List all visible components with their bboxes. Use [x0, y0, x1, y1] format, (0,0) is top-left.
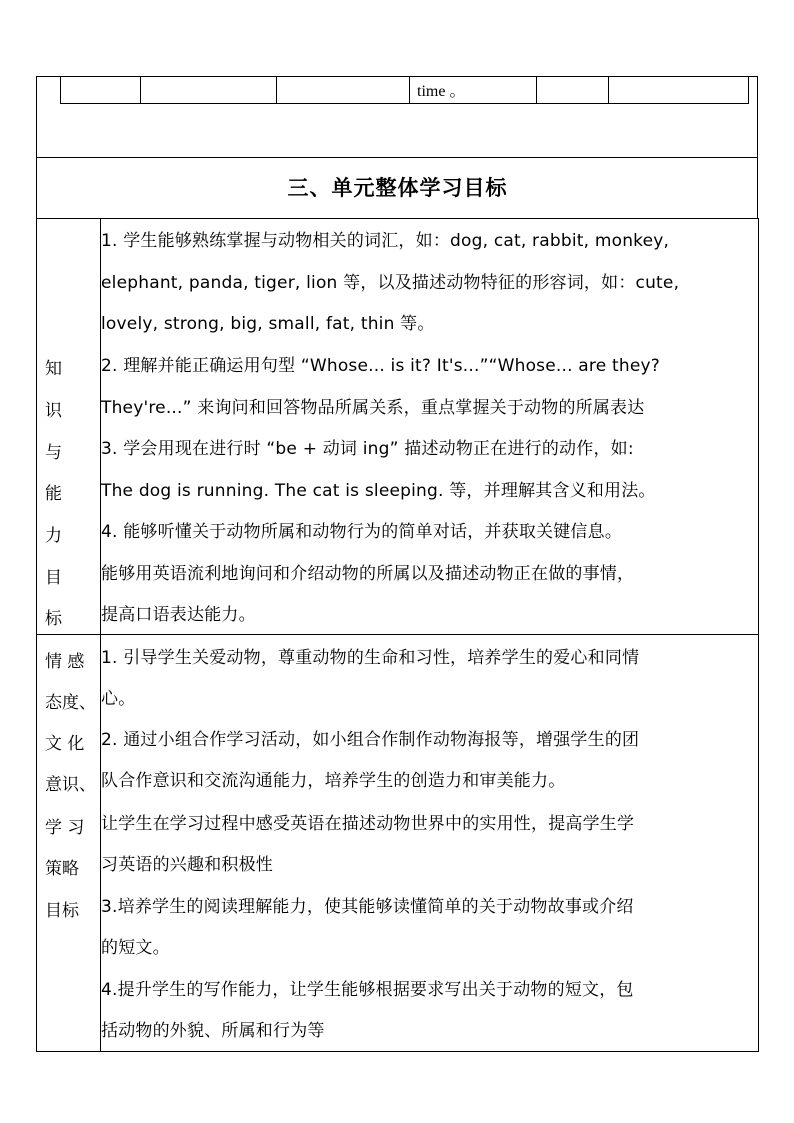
inner-table-divider-2: [276, 76, 277, 104]
emotion-line: 队合作意识和交流沟通能力，培养学生的创造力和审美能力。: [101, 771, 566, 791]
inner-table-bottom: [60, 103, 749, 104]
inner-table-divider-5: [608, 76, 609, 104]
row-divider: [36, 634, 759, 635]
emotion-line: 习英语的兴趣和积极性: [101, 855, 273, 875]
knowledge-label-char: 能: [45, 484, 62, 504]
section-title: 三、单元整体学习目标: [287, 176, 508, 200]
knowledge-label-char: 与: [45, 443, 62, 463]
emotion-line: 1. 引导学生关爱动物，尊重动物的生命和习性，培养学生的爱心和同情: [101, 648, 640, 668]
emotion-line: 的短文。: [101, 938, 170, 958]
emotion-label-line: 情 感: [45, 652, 85, 672]
emotion-line: 3.培养学生的阅读理解能力，使其能够读懂简单的关于动物故事或介绍: [101, 897, 634, 917]
title-row-bottom: [36, 218, 759, 219]
emotion-line: 2. 通过小组合作学习活动，如小组合作制作动物海报等，增强学生的团: [101, 730, 640, 750]
emotion-label-line: 目标: [45, 901, 79, 921]
knowledge-label-char: 目: [45, 568, 62, 588]
emotion-line: 让学生在学习过程中感受英语在描述动物世界中的实用性，提高学生学: [101, 814, 635, 834]
knowledge-line: They're...” 来询问和回答物品所属关系，重点掌握关于动物的所属表达: [101, 398, 645, 418]
title-row-top: [36, 157, 758, 158]
knowledge-label-char: 识: [45, 401, 62, 421]
knowledge-line: lovely, strong, big, small, fat, thin 等。: [101, 314, 435, 334]
knowledge-label-char: 力: [45, 526, 62, 546]
outer-right-border-bottom: [758, 219, 759, 1052]
inner-table-cell-text: time 。: [417, 83, 466, 100]
emotion-line: 括动物的外貌、所属和行为等: [101, 1021, 325, 1041]
emotion-label-line: 态度、: [45, 693, 96, 713]
emotion-label-line: 学 习: [45, 818, 85, 838]
emotion-label-line: 文 化: [45, 734, 85, 754]
inner-table-left: [60, 76, 61, 104]
table-bottom-border: [36, 1051, 759, 1052]
outer-left-border: [36, 76, 37, 1052]
emotion-label-line: 策略: [45, 859, 79, 879]
knowledge-line: 4. 能够听懂关于动物所属和动物行为的简单对话，并获取关键信息。: [101, 522, 623, 542]
inner-table-divider-3: [409, 76, 410, 104]
emotion-label-line: 意识、: [45, 775, 96, 795]
inner-table-divider-4: [536, 76, 537, 104]
knowledge-line: 1. 学生能够熟练掌握与动物相关的词汇，如：dog, cat, rabbit, monkey,: [101, 231, 670, 251]
emotion-line: 心。: [101, 689, 136, 709]
knowledge-line: 2. 理解并能正确运用句型 “Whose... is it? It's...”“Whose... are they?: [101, 356, 660, 376]
knowledge-line: 能够用英语流利地询问和介绍动物的所属以及描述动物正在做的事情，: [101, 564, 635, 584]
knowledge-label-char: 标: [45, 609, 62, 629]
knowledge-line: The dog is running. The cat is sleeping. 等，并理解其含义和用法。: [101, 481, 656, 501]
knowledge-line: 3. 学会用现在进行时 “be + 动词 ing” 描述动物正在进行的动作，如:: [101, 439, 634, 459]
knowledge-line: 提高口语表达能力。: [101, 605, 256, 625]
inner-table-top: [60, 76, 749, 77]
inner-table-divider-1: [140, 76, 141, 104]
emotion-line: 4.提升学生的写作能力，让学生能够根据要求写出关于动物的短文，包: [101, 980, 634, 1000]
inner-table-right: [748, 76, 749, 104]
knowledge-line: elephant, panda, tiger, lion 等，以及描述动物特征的形容词，如：cute,: [101, 273, 680, 293]
knowledge-label-char: 知: [45, 359, 62, 379]
label-column-divider: [100, 219, 101, 1052]
